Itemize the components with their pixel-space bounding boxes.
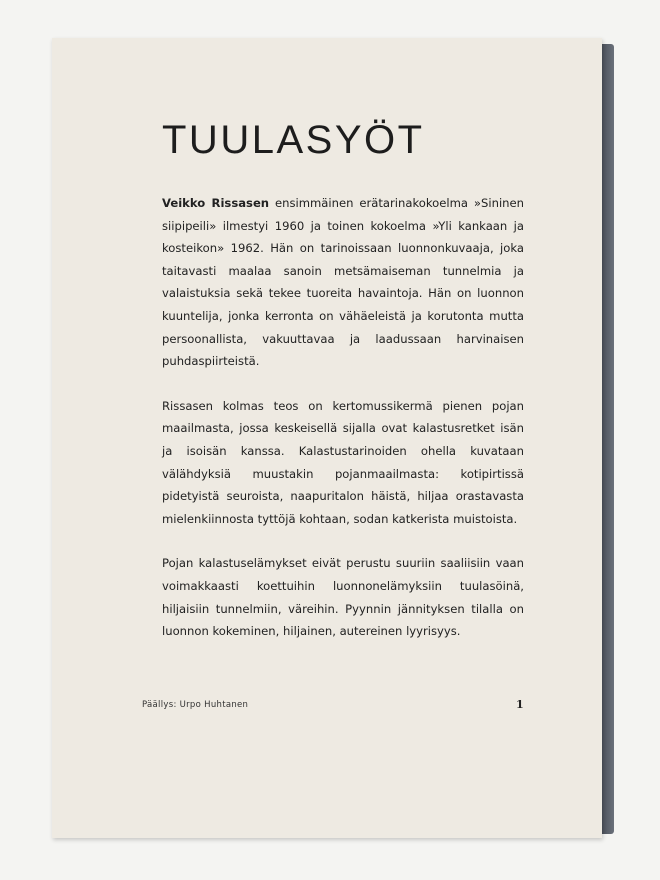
book-back-cover — [52, 38, 602, 838]
author-name: Veikko Rissasen — [162, 196, 270, 210]
cover-text-block — [162, 116, 524, 643]
page-number: 1 — [516, 698, 524, 711]
paragraph-book-description: Rissasen kolmas teos on kertomussikermä pienen pojan maailmasta, jossa keskeisellä sijalla ovat kalastusretket isän ja isoisän kanssa. Kalastustarinoiden ohella kuvataan välähdyksiä muustakin pojanmaailmasta: kotipirtissä pidetyistä seuroista, naapuritalon häistä, hiljaa orastavasta mielenkiinnosta tyttöjä kohtaan, sodan katkerista muistoista. — [162, 398, 524, 526]
book-title: TUULASYÖT — [162, 118, 425, 162]
cover-design-credit: Päällys: Urpo Huhtanen — [142, 700, 249, 710]
paragraph-author-intro — [162, 192, 524, 373]
paragraph-fishing-experiences: Pojan kalastuselämykset eivät perustu suuriin saaliisiin vaan voimakkaasti koettuihin luonnonelämyksiin tuulasöinä, hiljaisiin tunnelmiin, väreihin. Pyynnin jännityksen tilalla on luonnon kokeminen, hiljainen, autereinen lyyrisyys. — [162, 556, 524, 639]
paragraph-author-intro-text: ensimmäinen erätarinakokoelma »Sininen siipipeili» ilmestyi 1960 ja toinen kokoelma »Yli kankaan ja kosteikon» 1962. Hän on tarinoissaan luonnonkuvaaja, joka taitavasti maalaa sanoin metsämaiseman tunnelmia ja valaistuksia sekä tekee tuoreita havaintoja. Hän on luonnon kuuntelija, jonka kerronta on vähäeleistä ja korutonta mutta persoonallista, vakuuttavaa ja laadussaan harvinaisen puhdaspiirteistä. — [162, 196, 524, 369]
